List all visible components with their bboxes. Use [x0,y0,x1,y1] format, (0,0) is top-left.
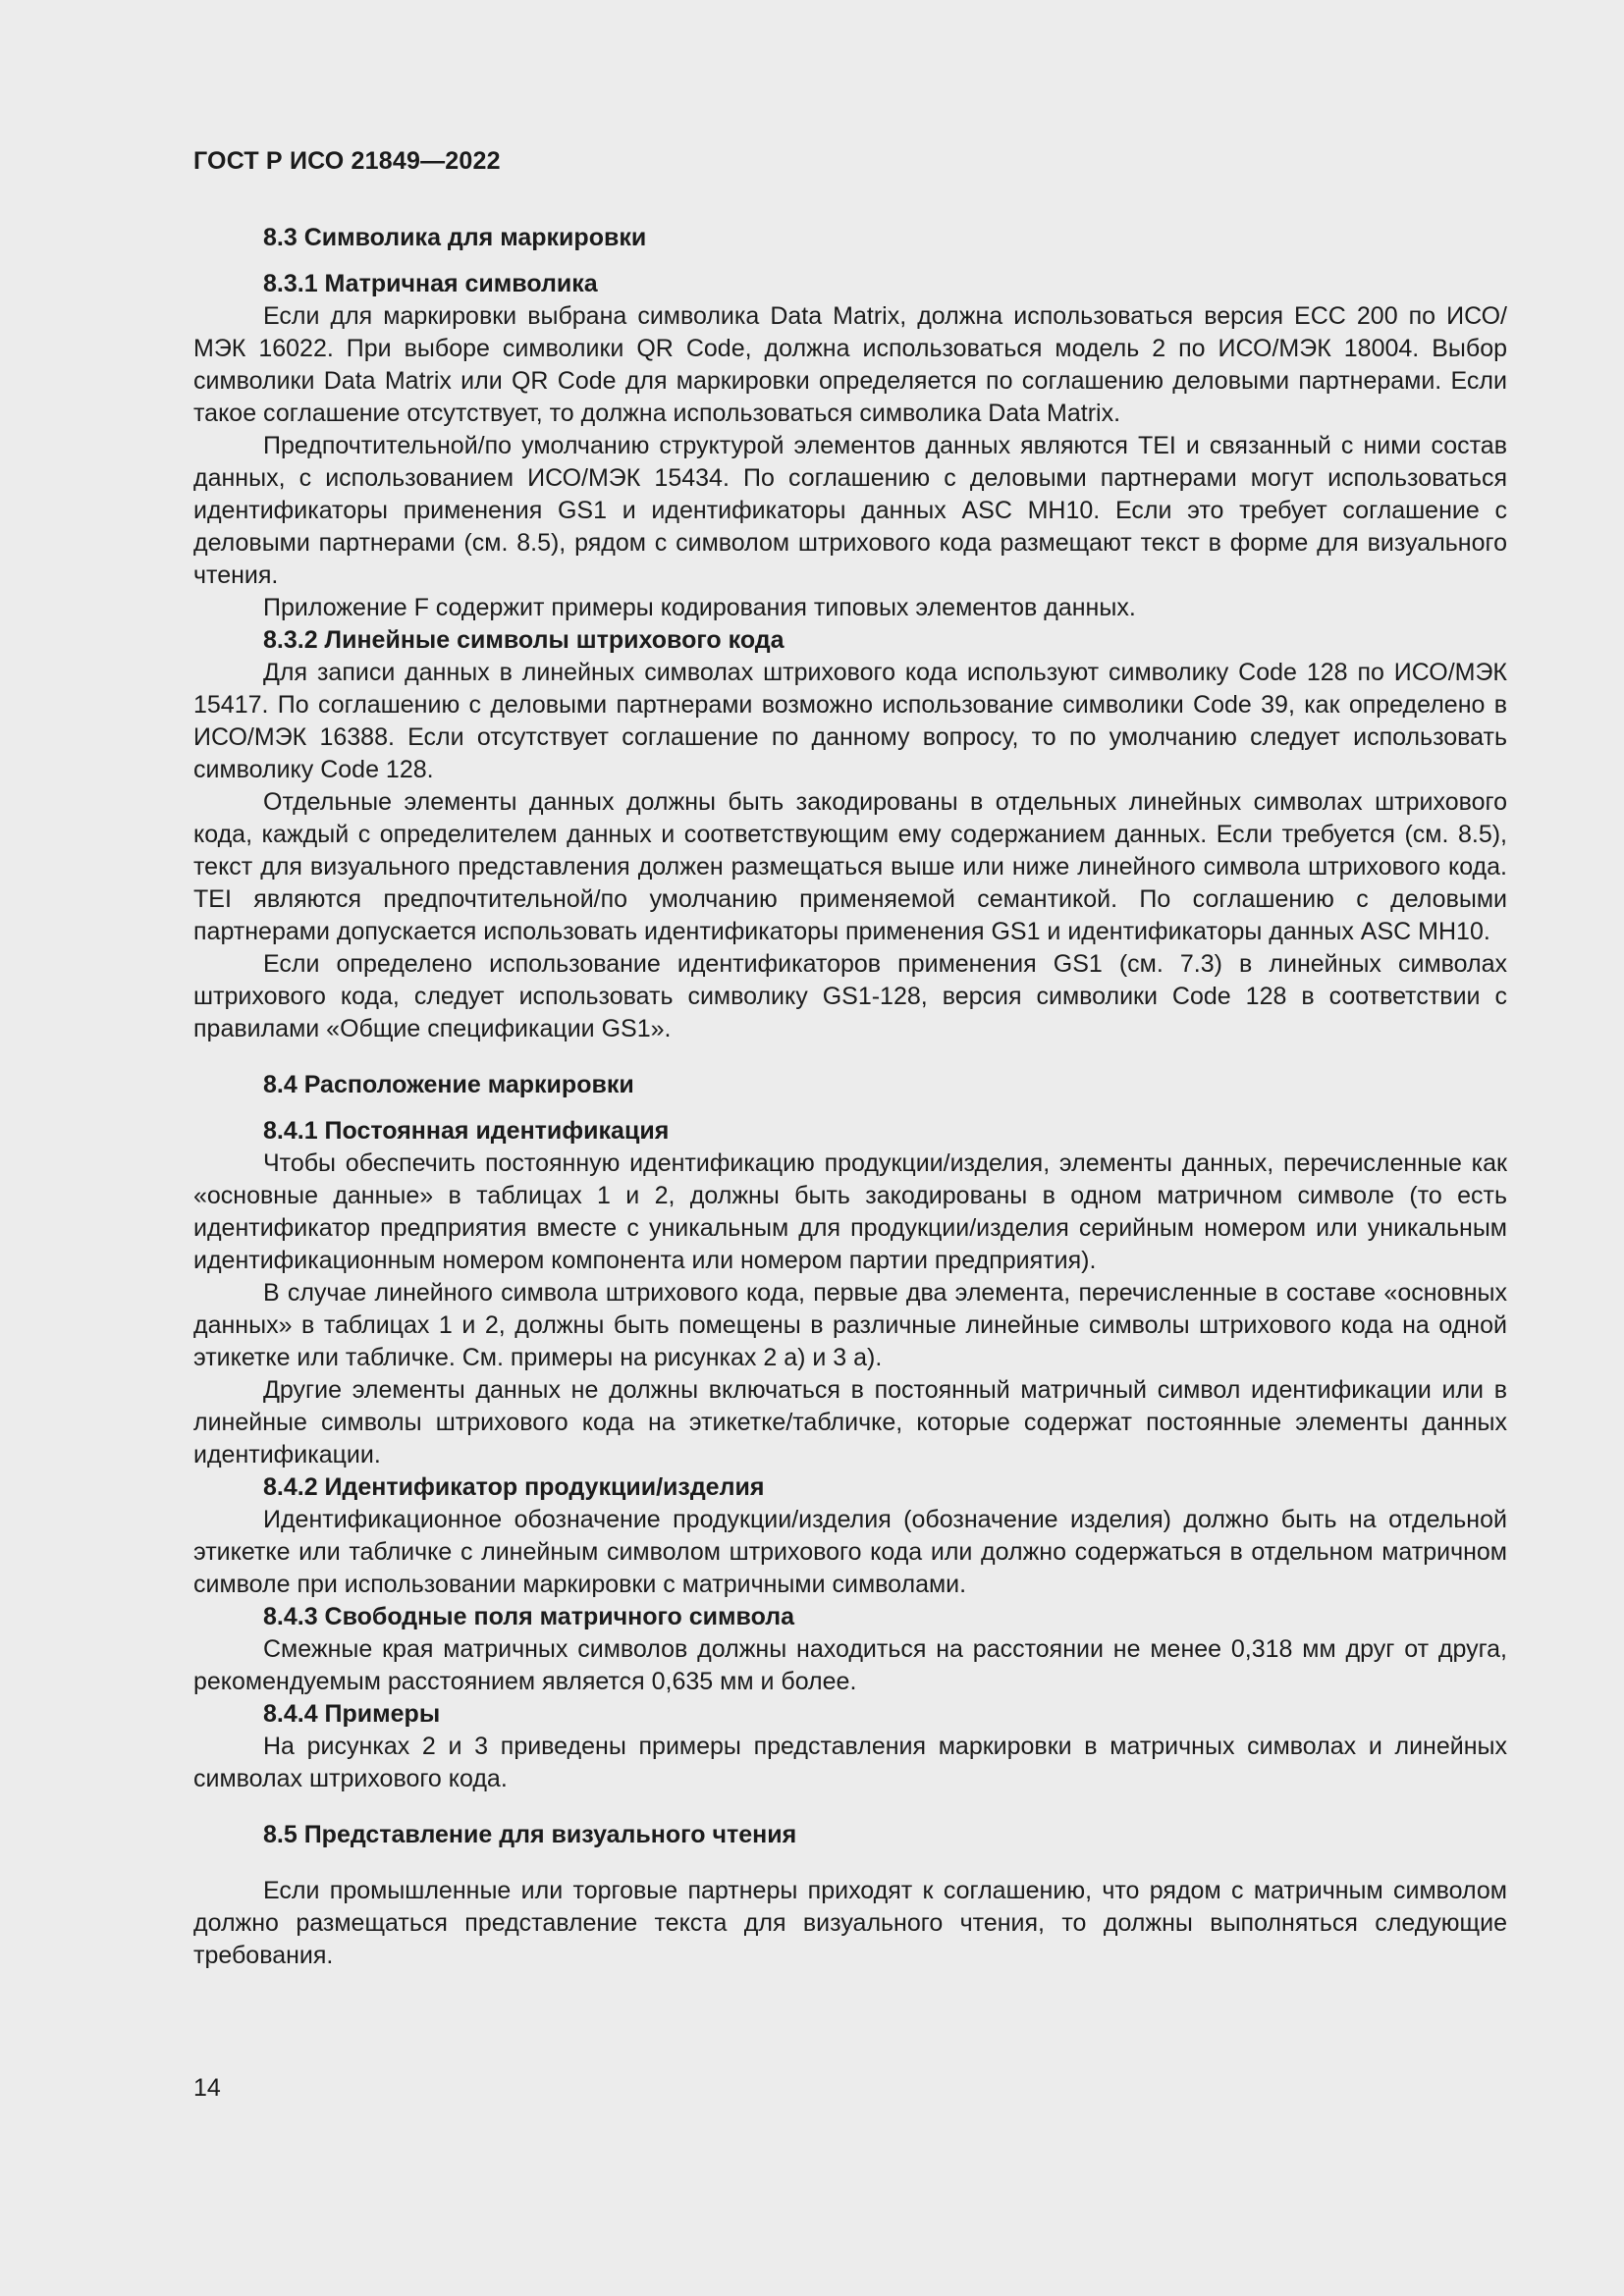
section-8-4-1-paragraph: Чтобы обеспечить постоянную идентификацию продукции/изделия, элементы данных, перечисленные как «основные данные» в таблицах 1 и 2, должны быть закодированы в одном матричном символе (то есть идентификатор предприятия вместе с уникальным для продукции/изделия серийным номером или уникальным идентификационным номером компонента или номером партии предприятия). [193,1149,1507,1274]
section-8-4-3-paragraph: Смежные края матричных символов должны находиться на расстоянии не менее 0,318 мм друг от друга, рекомендуемым расстоянием является 0,635 мм и более. [193,1635,1507,1695]
section-8-4-title: 8.4 Расположение маркировки [263,1071,634,1098]
section-8-4-3-title: 8.4.3 Свободные поля матричного символа [263,1603,795,1630]
section-8-3-2-paragraph: Для записи данных в линейных символах штрихового кода используют символику Code 128 по ИСО/МЭК 15417. По соглашению с деловыми партнерами возможно использование символики Code 39, как определено в ИСО/МЭК 16388. Если отсутствует соглашение по данному вопросу, то по умолчанию следует использовать символику Code 128. [193,659,1507,783]
section-8-4-1-paragraph: В случае линейного символа штрихового кода, первые два элемента, перечисленные в составе «основных данных» в таблицах 1 и 2, должны быть помещены в различные линейные символы штрихового кода на одной этикетке или табличке. См. примеры на рисунках 2 а) и 3 а). [193,1279,1507,1371]
section-8-4-2-paragraph: Идентификационное обозначение продукции/изделия (обозначение изделия) должно быть на отдельной этикетке или табличке с линейным символом штрихового кода или должно содержаться в отдельном матричном символе при использовании маркировки с матричными символами. [193,1506,1507,1598]
page-content [193,222,1507,1972]
section-8-3-1-paragraph: Предпочтительной/по умолчанию структурой элементов данных являются TEI и связанный с ними состав данных, с использованием ИСО/МЭК 15434. По соглашению с деловыми партнерами могут использоваться идентификаторы применения GS1 и идентификаторы данных ASC MH10. Если это требует соглашение с деловыми партнерами (см. 8.5), рядом с символом штрихового кода размещают текст в форме для визуального чтения. [193,432,1507,589]
document-code-header: ГОСТ Р ИСО 21849—2022 [193,147,501,175]
section-8-3-2-paragraph: Отдельные элементы данных должны быть закодированы в отдельных линейных символах штрихового кода, каждый с определителем данных и соответствующим ему содержанием данных. Если требуется (см. 8.5), текст для визуального представления должен размещаться выше или ниже линейного символа штрихового кода. TEI являются предпочтительной/по умолчанию применяемой семантикой. По соглашению с деловыми партнерами допускается использовать идентификаторы применения GS1 и идентификаторы данных ASC MH10. [193,788,1507,945]
section-8-5-title: 8.5 Представление для визуального чтения [263,1821,797,1848]
section-8-4-4-title: 8.4.4 Примеры [263,1700,441,1728]
section-8-3-2-title: 8.3.2 Линейные символы штрихового кода [263,626,785,654]
section-8-3-1-paragraph: Приложение F содержит примеры кодирования типовых элементов данных. [263,594,1136,621]
section-8-5-paragraph: Если промышленные или торговые партнеры приходят к соглашению, что рядом с матричным символом должно размещаться представление текста для визуального чтения, то должны выполняться следующие требования. [193,1877,1507,1969]
section-8-4-1-paragraph: Другие элементы данных не должны включаться в постоянный матричный символ идентификации или в линейные символы штрихового кода на этикетке/табличке, которые содержат постоянные элементы данных идентификации. [193,1376,1507,1468]
section-8-3-1-title: 8.3.1 Матричная символика [263,270,598,297]
section-8-4-2-title: 8.4.2 Идентификатор продукции/изделия [263,1473,765,1501]
section-8-3-2-paragraph: Если определено использование идентификаторов применения GS1 (см. 7.3) в линейных символах штрихового кода, следует использовать символику GS1-128, версия символики Code 128 в соответствии с правилами «Общие спецификации GS1». [193,950,1507,1042]
section-8-3-title: 8.3 Символика для маркировки [263,224,647,251]
page-number: 14 [193,2074,221,2102]
section-8-3-1-paragraph: Если для маркировки выбрана символика Data Matrix, должна использоваться версия ECC 200 по ИСО/МЭК 16022. При выборе символики QR Code, должна использоваться модель 2 по ИСО/МЭК 18004. Выбор символики Data Matrix или QR Code для маркировки определяется по соглашению деловыми партнерами. Если такое соглашение отсутствует, то должна использоваться символика Data Matrix. [193,302,1507,427]
section-8-4-1-title: 8.4.1 Постоянная идентификация [263,1117,670,1145]
section-8-4-4-paragraph: На рисунках 2 и 3 приведены примеры представления маркировки в матричных символах и линейных символах штрихового кода. [193,1733,1507,1792]
